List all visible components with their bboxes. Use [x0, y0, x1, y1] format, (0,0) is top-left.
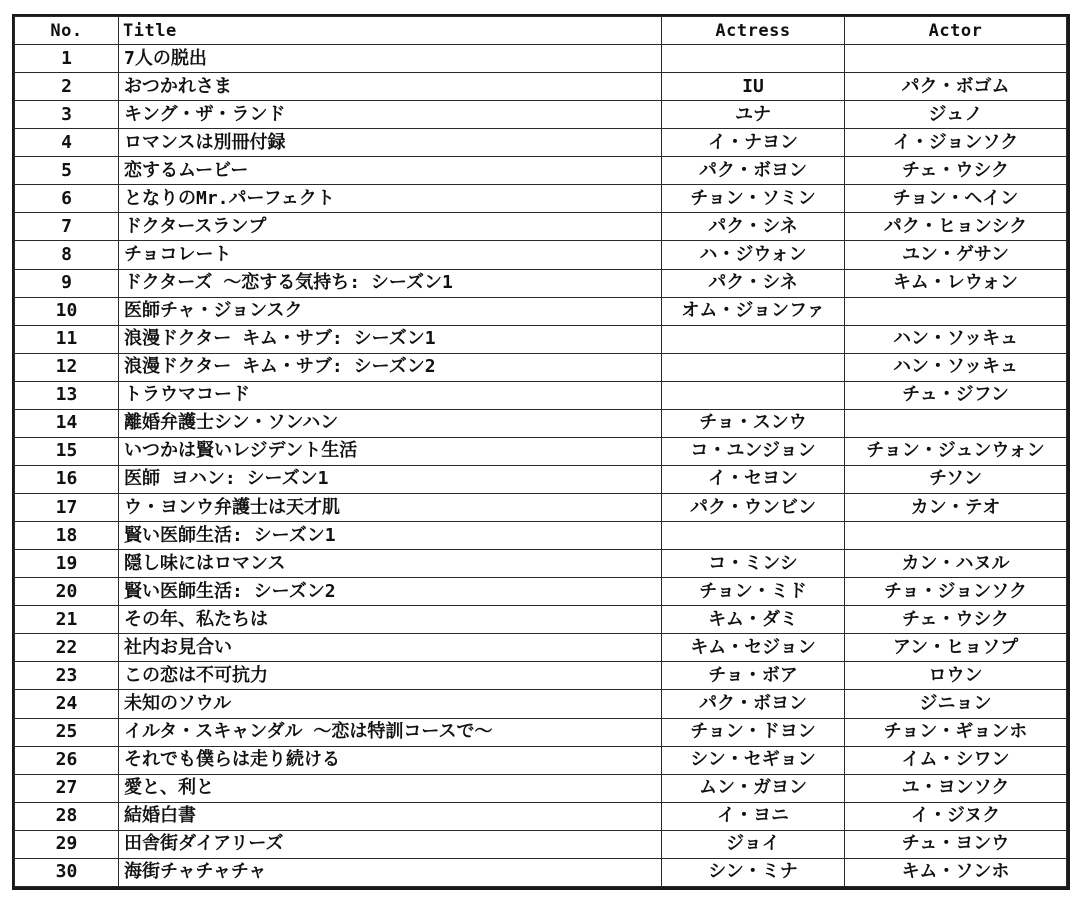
row-actor: チョン・ヘイン [845, 185, 1067, 213]
row-title: 隠し味にはロマンス [119, 550, 662, 578]
row-actor: チュ・ジフン [845, 381, 1067, 409]
row-actress: コ・ユンジョン [662, 437, 845, 465]
row-actor: チョン・ジュンウォン [845, 437, 1067, 465]
row-actor: イ・ジョンソク [845, 129, 1067, 157]
row-number: 20 [15, 578, 119, 606]
row-title: 社内お見合い [119, 634, 662, 662]
row-title: キング・ザ・ランド [119, 101, 662, 129]
row-actress: イ・ヨニ [662, 802, 845, 830]
row-title: 未知のソウル [119, 690, 662, 718]
row-title: 賢い医師生活: シーズン1 [119, 522, 662, 550]
table-row [15, 241, 1067, 269]
row-title: トラウマコード [119, 381, 662, 409]
row-actress: ムン・ガヨン [662, 774, 845, 802]
row-actress: チョ・ボア [662, 662, 845, 690]
row-actor: ユ・ヨンソク [845, 774, 1067, 802]
table-row [15, 409, 1067, 437]
row-title: この恋は不可抗力 [119, 662, 662, 690]
row-number: 30 [15, 858, 119, 886]
table-row [15, 858, 1067, 886]
table-row [15, 634, 1067, 662]
row-actor: チソン [845, 465, 1067, 493]
table-row [15, 129, 1067, 157]
row-actress: パク・シネ [662, 213, 845, 241]
drama-table-frame [12, 14, 1070, 890]
table-row [15, 746, 1067, 774]
table-row [15, 830, 1067, 858]
row-actor: チェ・ウシク [845, 157, 1067, 185]
row-number: 18 [15, 522, 119, 550]
row-actor [845, 409, 1067, 437]
row-actor: パク・ヒョンシク [845, 213, 1067, 241]
row-actress: チョン・ミド [662, 578, 845, 606]
table-row [15, 73, 1067, 101]
table-row [15, 662, 1067, 690]
table-row [15, 578, 1067, 606]
table-row [15, 297, 1067, 325]
row-number: 6 [15, 185, 119, 213]
table-row [15, 325, 1067, 353]
row-title: 医師チャ・ジョンスク [119, 297, 662, 325]
row-actress [662, 381, 845, 409]
row-actor: キム・ソンホ [845, 858, 1067, 886]
row-actress: パク・シネ [662, 269, 845, 297]
row-number: 11 [15, 325, 119, 353]
header-actor: Actor [845, 17, 1067, 45]
row-actress: IU [662, 73, 845, 101]
table-row [15, 437, 1067, 465]
table-row [15, 802, 1067, 830]
row-actress: チョ・スンウ [662, 409, 845, 437]
row-actress: パク・ウンビン [662, 494, 845, 522]
row-title: 浪漫ドクター キム・サブ: シーズン1 [119, 325, 662, 353]
row-title: 海街チャチャチャ [119, 858, 662, 886]
table-row [15, 269, 1067, 297]
table-row [15, 381, 1067, 409]
row-title: ドクターズ ～恋する気持ち: シーズン1 [119, 269, 662, 297]
row-actor: ユン・ゲサン [845, 241, 1067, 269]
table-row [15, 157, 1067, 185]
row-number: 23 [15, 662, 119, 690]
row-number: 12 [15, 353, 119, 381]
row-title: 浪漫ドクター キム・サブ: シーズン2 [119, 353, 662, 381]
table-row [15, 550, 1067, 578]
header-row [15, 17, 1067, 45]
row-actress: ジョイ [662, 830, 845, 858]
row-title: それでも僕らは走り続ける [119, 746, 662, 774]
row-actor: イ・ジヌク [845, 802, 1067, 830]
table-row [15, 718, 1067, 746]
row-number: 27 [15, 774, 119, 802]
row-actor: キム・レウォン [845, 269, 1067, 297]
row-actress: シン・ミナ [662, 858, 845, 886]
row-actress: パク・ボヨン [662, 157, 845, 185]
row-actor: チェ・ウシク [845, 606, 1067, 634]
row-actress: イ・セヨン [662, 465, 845, 493]
row-actress: チョン・ドヨン [662, 718, 845, 746]
row-actress: イ・ナヨン [662, 129, 845, 157]
row-number: 9 [15, 269, 119, 297]
row-actor: カン・テオ [845, 494, 1067, 522]
table-row [15, 465, 1067, 493]
row-actress: キム・ダミ [662, 606, 845, 634]
row-title: 離婚弁護士シン・ソンハン [119, 409, 662, 437]
drama-table [14, 16, 1067, 887]
table-row [15, 101, 1067, 129]
row-actor: チュ・ヨンウ [845, 830, 1067, 858]
row-number: 2 [15, 73, 119, 101]
row-number: 17 [15, 494, 119, 522]
row-number: 26 [15, 746, 119, 774]
row-title: 田舎街ダイアリーズ [119, 830, 662, 858]
row-number: 29 [15, 830, 119, 858]
row-number: 19 [15, 550, 119, 578]
table-row [15, 353, 1067, 381]
row-title: ドクタースランプ [119, 213, 662, 241]
row-actress [662, 45, 845, 73]
row-number: 16 [15, 465, 119, 493]
row-number: 28 [15, 802, 119, 830]
row-number: 7 [15, 213, 119, 241]
table-row [15, 606, 1067, 634]
table-row [15, 522, 1067, 550]
row-actor: ハン・ソッキュ [845, 325, 1067, 353]
row-number: 4 [15, 129, 119, 157]
row-number: 14 [15, 409, 119, 437]
row-number: 25 [15, 718, 119, 746]
row-actor [845, 297, 1067, 325]
table-row [15, 690, 1067, 718]
row-actress: ハ・ジウォン [662, 241, 845, 269]
row-actress: オム・ジョンファ [662, 297, 845, 325]
row-actress: チョン・ソミン [662, 185, 845, 213]
table-row [15, 494, 1067, 522]
table-row [15, 185, 1067, 213]
row-title: ウ・ヨンウ弁護士は天才肌 [119, 494, 662, 522]
row-title: となりのMr.パーフェクト [119, 185, 662, 213]
row-actor: アン・ヒョソプ [845, 634, 1067, 662]
row-title: いつかは賢いレジデント生活 [119, 437, 662, 465]
row-title: 医師 ヨハン: シーズン1 [119, 465, 662, 493]
row-number: 21 [15, 606, 119, 634]
row-number: 3 [15, 101, 119, 129]
row-actor: ロウン [845, 662, 1067, 690]
row-actress: シン・セギョン [662, 746, 845, 774]
row-actress [662, 353, 845, 381]
row-title: ロマンスは別冊付録 [119, 129, 662, 157]
row-number: 13 [15, 381, 119, 409]
row-title: その年、私たちは [119, 606, 662, 634]
row-actor: チョ・ジョンソク [845, 578, 1067, 606]
row-title: イルタ・スキャンダル ～恋は特訓コースで～ [119, 718, 662, 746]
table-row [15, 213, 1067, 241]
row-title: 愛と、利と [119, 774, 662, 802]
header-title: Title [119, 17, 662, 45]
row-actress [662, 522, 845, 550]
row-actor: ジニョン [845, 690, 1067, 718]
row-title: おつかれさま [119, 73, 662, 101]
row-actor: ハン・ソッキュ [845, 353, 1067, 381]
row-actor: イム・シワン [845, 746, 1067, 774]
row-title: 7人の脱出 [119, 45, 662, 73]
header-actress: Actress [662, 17, 845, 45]
row-title: チョコレート [119, 241, 662, 269]
row-number: 8 [15, 241, 119, 269]
row-actress: コ・ミンシ [662, 550, 845, 578]
row-title: 賢い医師生活: シーズン2 [119, 578, 662, 606]
row-number: 15 [15, 437, 119, 465]
row-actor [845, 522, 1067, 550]
row-actor: チョン・ギョンホ [845, 718, 1067, 746]
table-body [15, 45, 1067, 887]
row-actor: パク・ボゴム [845, 73, 1067, 101]
row-number: 24 [15, 690, 119, 718]
row-actor [845, 45, 1067, 73]
row-actor: ジュノ [845, 101, 1067, 129]
row-title: 結婚白書 [119, 802, 662, 830]
row-title: 恋するムービー [119, 157, 662, 185]
row-number: 5 [15, 157, 119, 185]
header-no: No. [15, 17, 119, 45]
row-actress: ユナ [662, 101, 845, 129]
table-row [15, 45, 1067, 73]
row-actress [662, 325, 845, 353]
row-number: 1 [15, 45, 119, 73]
table-row [15, 774, 1067, 802]
table-header [15, 17, 1067, 45]
row-number: 10 [15, 297, 119, 325]
row-number: 22 [15, 634, 119, 662]
row-actress: パク・ボヨン [662, 690, 845, 718]
row-actor: カン・ハヌル [845, 550, 1067, 578]
row-actress: キム・セジョン [662, 634, 845, 662]
